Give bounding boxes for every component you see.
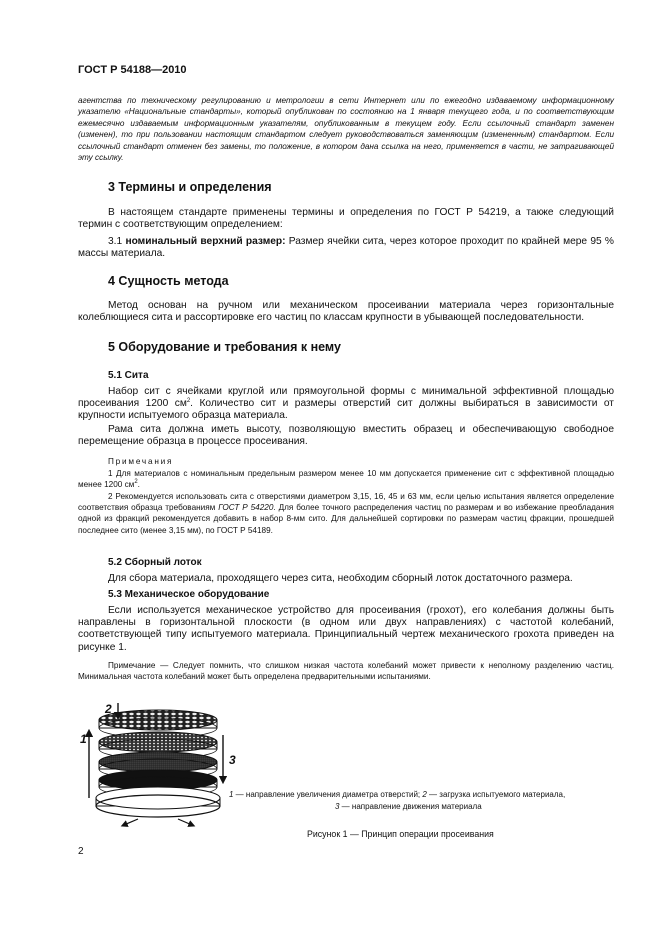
section-4-heading: 4 Сущность метода xyxy=(108,274,229,288)
term-number: 3.1 xyxy=(108,236,123,247)
subsection-5-1-para-1: Набор сит с ячейками круглой или прямоугольной формы с минимальной эффективной площадью просеивания 1200 $см^2$. Количество сит и размеры отверстий сит должны выбираться в зависимости от крупности испытуемого образца материала. xyxy=(78,386,614,422)
note-2: 2 Рекомендуется использовать сита с отверстиями диаметром 3,15, 16, 45 и 63 мм, если целью испытания является определение соответствия образца требованиям ГОСТ Р 54220. Для более точного распределения частиц по размерам и во избежание преобладания одной из фракций рекомендуется добавить в набор 8-мм сито. Для дальнейшей сортировки по размерам частиц фракции, прошедшей последнее сито (менее 3,15 мм), по ГОСТ Р 54189. xyxy=(78,492,614,535)
section-3-heading: 3 Термины и определения xyxy=(108,180,272,194)
oscillation-arrow-right xyxy=(178,819,192,825)
subsection-5-3-note: Примечание — Следует помнить, что слишком низкая частота колебаний может привести к неполному разделению частиц. Минимальная частота колебаний может быть определена предварительными испытаниями. xyxy=(78,661,614,682)
figure-label-3: 3 xyxy=(229,753,236,767)
subsection-5-1-heading: 5.1 Сита xyxy=(108,370,149,381)
section-4-text: Метод основан на ручном или механическом просеивании материала через горизонтальные колеблющиеся сита и рассортировке его частиц по классам крупности в убывающей последовательности. xyxy=(78,300,614,324)
subsection-5-1-para-2: Рама сита должна иметь высоту, позволяющую вместить образец и обеспечивающую свободное перемещение образца в процессе просеивания. xyxy=(78,424,614,448)
term-3-1 xyxy=(78,236,614,260)
notes-title: Примечания xyxy=(108,457,174,466)
figure-label-1: 1 xyxy=(80,732,87,746)
section-3-intro: В настоящем стандарте применены термины и определения по ГОСТ Р 54219, а также следующий термин с соответствующим определением: xyxy=(78,207,614,231)
section-5-heading: 5 Оборудование и требования к нему xyxy=(108,340,341,354)
subsection-5-3-heading: 5.3 Механическое оборудование xyxy=(108,589,270,600)
oscillation-arrow-left xyxy=(124,819,138,825)
term-name: номинальный верхний размер: xyxy=(125,236,286,247)
intro-paragraph: агентства по техническому регулированию и метрологии в сети Интернет или по ежегодно издаваемому информационному указателю «Национальные стандарты», который опубликован по состоянию на 1 января текущего года, и по соответствующим ежемесячно издаваемым информационным указателям, опубликованным в текущем году. Если ссылочный стандарт заменен (изменен), то при пользовании настоящим стандартом следует руководствоваться заменяющим (измененным) стандартом. Если ссылочный стандарт отменен без замены, то положение, в котором дана ссылка на него, применяется в части, не затрагивающей эту ссылку. xyxy=(78,96,614,163)
term-definition: Размер ячейки сита, через которое проходит по крайней мере 95 % массы материала. xyxy=(78,236,614,260)
sieve-stack-figure xyxy=(72,700,232,830)
figure-label-2: 2 xyxy=(105,702,112,716)
page-number: 2 xyxy=(78,846,84,857)
subsection-5-2-text: Для сбора материала, проходящего через сита, необходим сборный лоток достаточного размера. xyxy=(108,573,573,584)
subsection-5-2-heading: 5.2 Сборный лоток xyxy=(108,557,202,568)
document-header: ГОСТ Р 54188—2010 xyxy=(78,64,187,76)
subsection-5-3-text: Если используется механическое устройство для просеивания (грохот), его колебания должны быть направлены в горизонтальной плоскости (в одном или двух направлениях) с частотой колебаний, соответствующей типу испытуемого материала. Принципиальный чертеж механического грохота приведен на рисунке 1. xyxy=(78,605,614,653)
figure-legend-line-2: 3 — направление движения материала xyxy=(335,802,482,811)
note-1: 1 Для материалов с номинальным предельным размером менее 10 мм допускается применение сит с эффективной площадью менее 1200 $см^2$. xyxy=(78,469,614,490)
figure-legend-line-1: 1 — направление увеличения диаметра отверстий; 2 — загрузка испытуемого материала, xyxy=(229,790,566,799)
collecting-tray xyxy=(96,787,220,817)
figure-caption: Рисунок 1 — Принцип операции просеивания xyxy=(307,829,494,839)
